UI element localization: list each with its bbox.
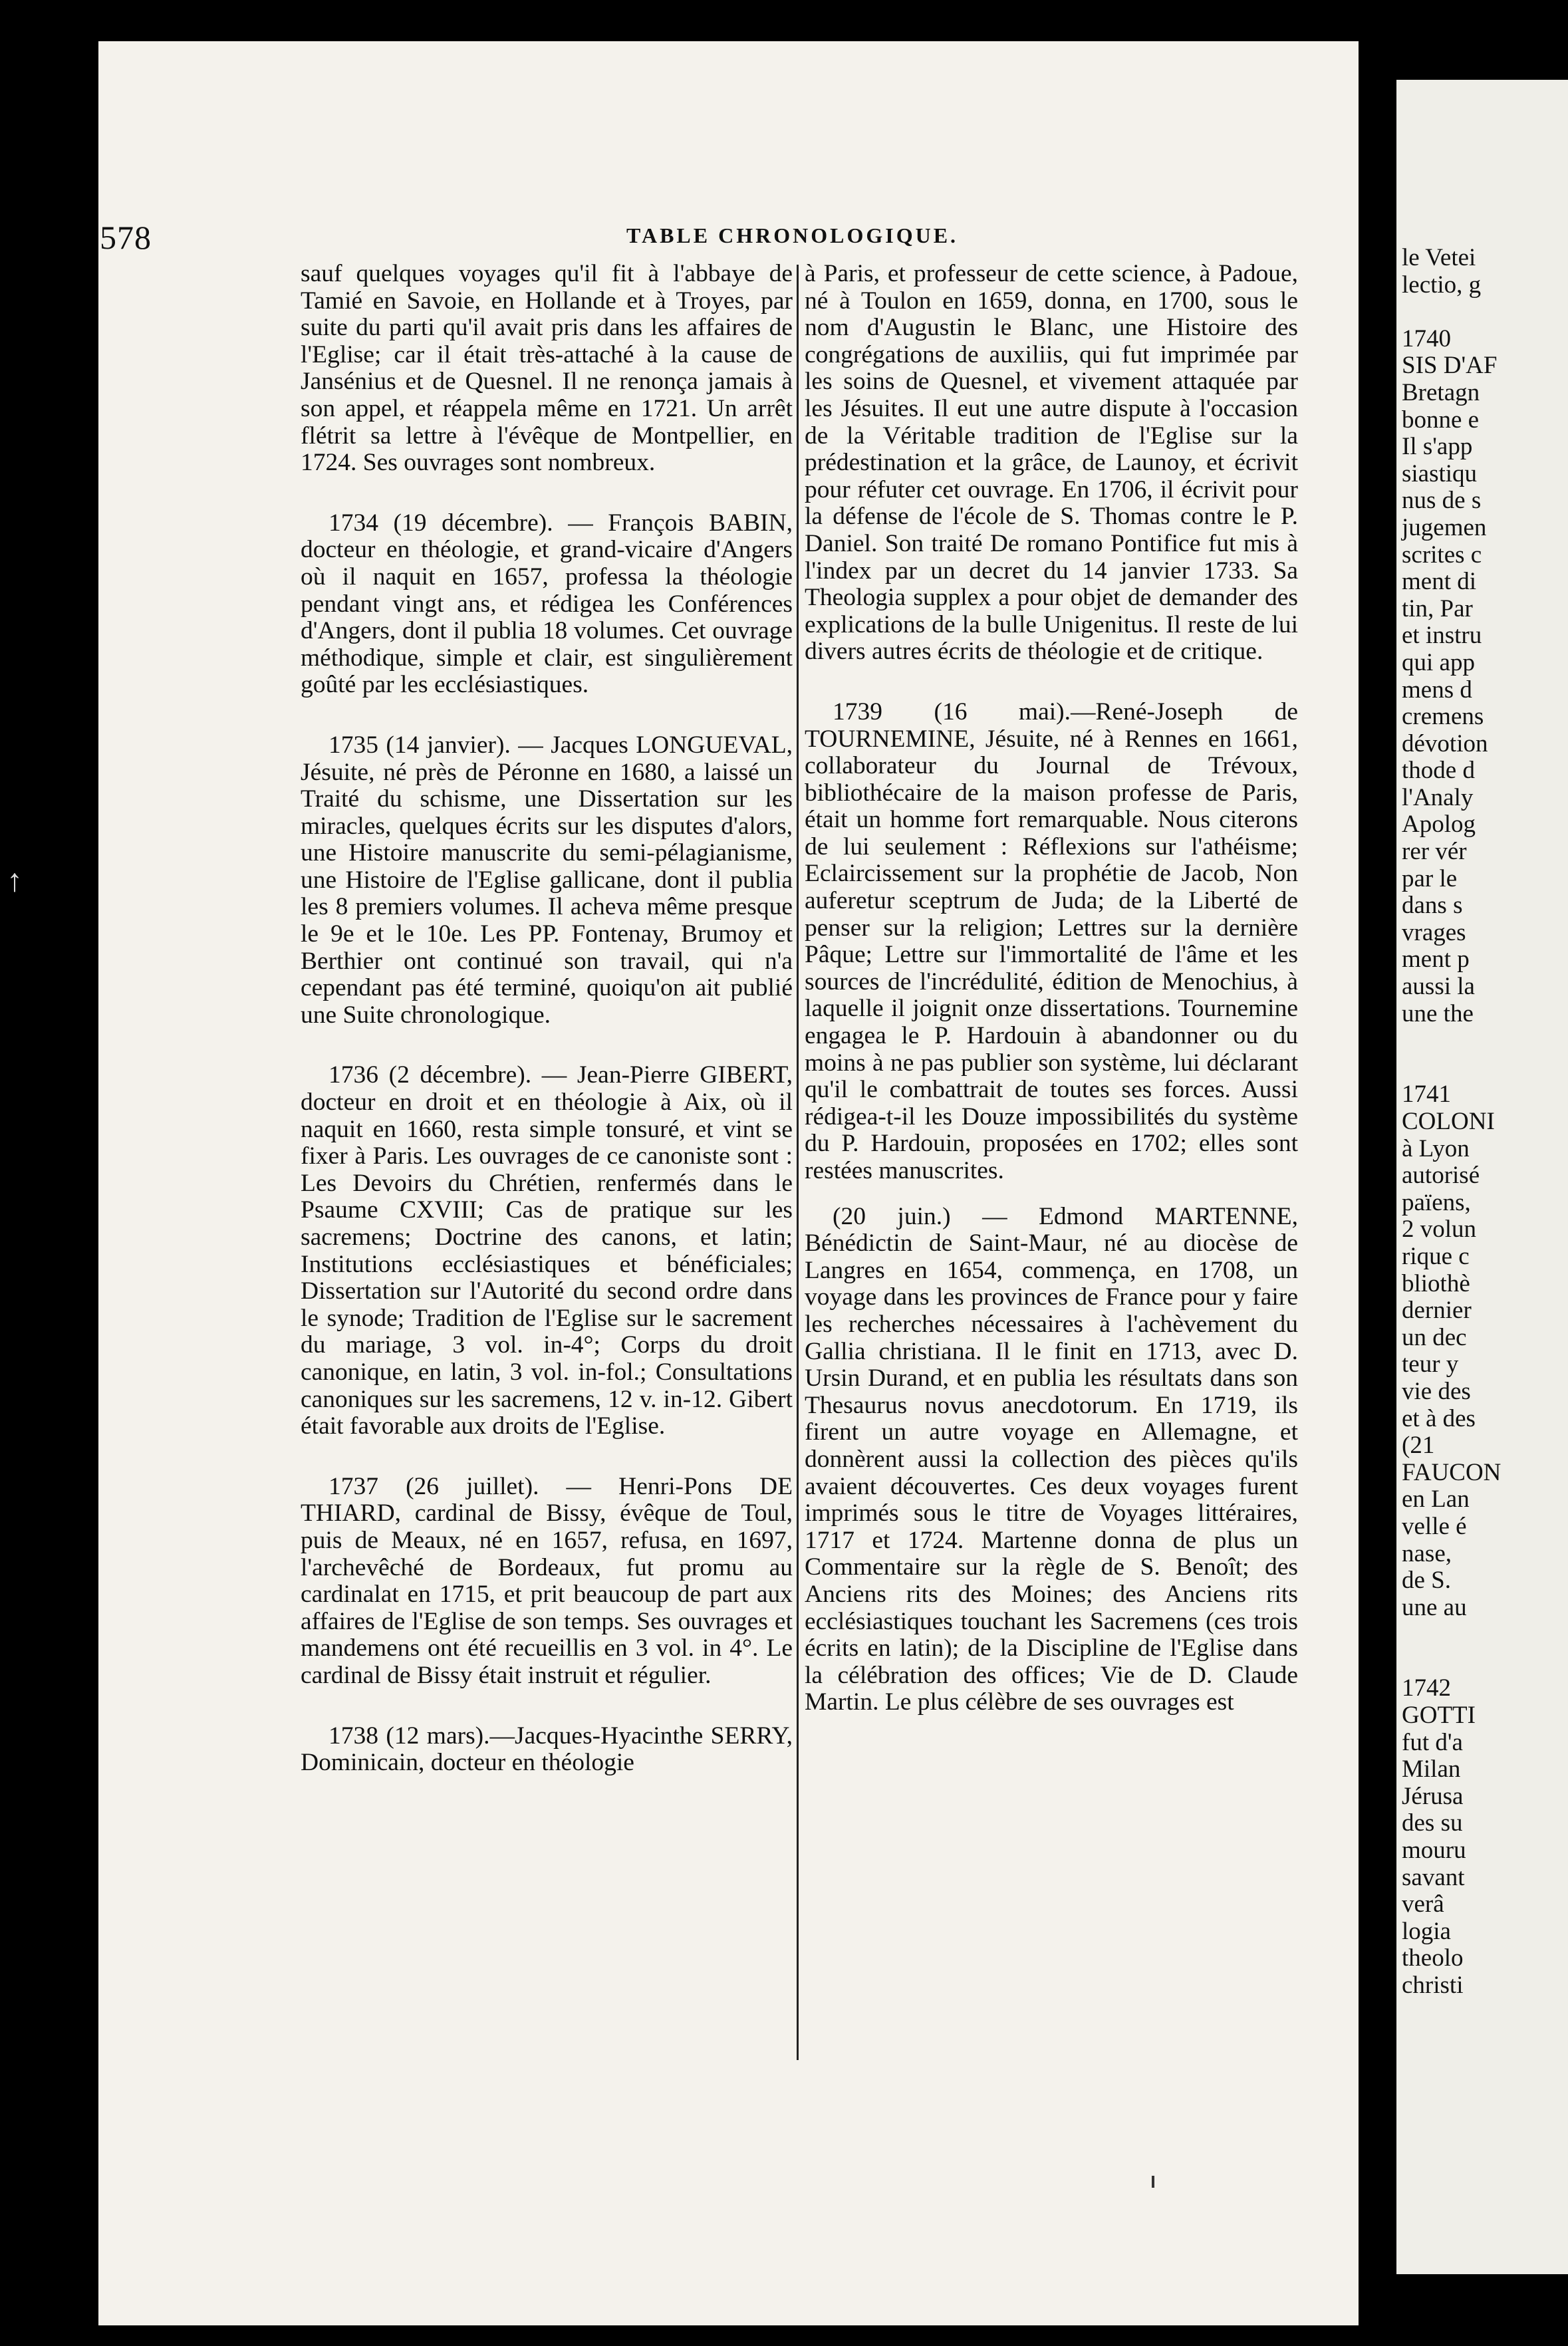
- adjacent-page-line: jugemen: [1402, 513, 1487, 541]
- adjacent-page-line: bliothè: [1402, 1269, 1470, 1297]
- page-number: 578: [100, 219, 152, 256]
- adjacent-page-line: et à des: [1402, 1404, 1476, 1432]
- adjacent-page-line: velle é: [1402, 1512, 1467, 1540]
- right-paragraph-1: à Paris, et professeur de cette science, à Padoue, né à Toulon en 1659, donna, en 1700, sous le nom d'Augustin le Blanc, une Histoire des congrégations de auxiliis, qui fut imprimée par les soins de Quesnel, et vivement attaquée par les Jésuites. Il eut une autre dispute à l'occasion de la Véritable tradition de l'Eglise sur la prédestination et la grâce, de Launoy, et écrivit pour réfuter cet ouvrage. En 1706, il écrivit pour la défense de l'école de S. Thomas contre le P. Daniel. Son traité De romano Pontifice fut mis à l'index par un decret du 14 janvier 1733. Sa Theologia supplex a pour objet de demander des explications de la bulle Unigenitus. Il reste de lui divers autres écrits de théologie et de critique.: [805, 260, 1298, 666]
- adjacent-page-line: aussi la: [1402, 973, 1475, 1001]
- adjacent-page-line: [1402, 299, 1501, 326]
- adjacent-page-line: et instru: [1402, 622, 1482, 650]
- adjacent-page-line: dans s: [1402, 892, 1463, 920]
- adjacent-page-line: l'Analy: [1402, 783, 1474, 811]
- adjacent-page-line: Jérusa: [1402, 1782, 1464, 1810]
- left-paragraph-4: 1736 (2 décembre). — Jean-Pierre GIBERT, docteur en droit et en théologie à Aix, où il naquit en 1660, resta simple tonsuré, et vint se fixer à Paris. Les ouvrages de ce canoniste sont : Les Devoirs du Chrétien, renfermés dans le Psaume CXVIII; Cas de pratique sur les sacremens; Doctrine des canons, et latin; Institutions ecclésiastiques et bénéficiales; Dissertation sur l'Autorité du second ordre dans le synode; Tradition de l'Eglise sur le sacrement du mariage, 3 vol. in-4°; Corps du droit canonique, en latin, 3 vol. in-fol.; Consultations canoniques sur les sacremens, 12 v. in-12. Gibert était favorable aux droits de l'Eglise.: [301, 1061, 793, 1440]
- adjacent-page-line: GOTTI: [1402, 1702, 1476, 1730]
- adjacent-page-line: le Vetei: [1402, 244, 1476, 271]
- adjacent-page-line: qui app: [1402, 648, 1475, 676]
- adjacent-page-text: [1402, 245, 1501, 2000]
- adjacent-page-line: [1402, 1621, 1501, 1648]
- adjacent-page-line: christi: [1402, 1972, 1464, 1999]
- left-paragraph-5: 1737 (26 juillet). — Henri-Pons DE THIARD, cardinal de Bissy, évêque de Toul, puis de Meaux, né en 1657, refusa, en 1697, l'archevêché de Bordeaux, fut promu au cardinalat en 1715, et prit beaucoup de part aux affaires de l'Eglise de son temps. Ses ouvrages et mandemens ont été recueillis en 3 vol. in 4°. Le cardinal de Bissy était instruit et régulier.: [301, 1472, 793, 1689]
- adjacent-page-line: [1402, 1648, 1501, 1676]
- adjacent-page: [1396, 80, 1568, 2274]
- adjacent-page-line: ment p: [1402, 946, 1470, 974]
- adjacent-page-line: [1402, 1055, 1501, 1082]
- adjacent-page-line: teur y: [1402, 1351, 1459, 1378]
- adjacent-page-line: mouru: [1402, 1837, 1466, 1865]
- adjacent-page-line: siastiqu: [1402, 459, 1478, 487]
- adjacent-page-line: une the: [1402, 999, 1474, 1027]
- adjacent-page-line: vrages: [1402, 918, 1466, 946]
- adjacent-page-line: un dec: [1402, 1323, 1467, 1351]
- adjacent-page-line: autorisé: [1402, 1162, 1480, 1190]
- adjacent-page-line: nus de s: [1402, 487, 1482, 515]
- left-paragraph-2: 1734 (19 décembre). — François BABIN, docteur en théologie, et grand-vicaire d'Angers où il naquit en 1657, professa la théologie pendant vingt ans, et rédigea les Conférences d'Angers, dont il publia 18 volumes. Cet ouvrage méthodique, simple et clair, est singulièrement goûté par les ecclésiastiques.: [301, 509, 793, 699]
- adjacent-page-line: rique c: [1402, 1242, 1470, 1270]
- adjacent-page-line: SIS D'AF: [1402, 352, 1498, 380]
- adjacent-page-line: FAUCON: [1402, 1458, 1502, 1486]
- adjacent-page-line: scrites c: [1402, 541, 1482, 569]
- adjacent-page-line: ment di: [1402, 568, 1477, 596]
- adjacent-page-line: bonne e: [1402, 406, 1480, 434]
- adjacent-page-line: fut d'a: [1402, 1728, 1463, 1756]
- adjacent-page-line: cremens: [1402, 703, 1484, 731]
- adjacent-page-line: verâ: [1402, 1890, 1444, 1918]
- adjacent-page-line: une au: [1402, 1593, 1467, 1621]
- adjacent-page-line: rer vér: [1402, 838, 1467, 866]
- adjacent-page-line: 1742: [1402, 1674, 1451, 1702]
- left-paragraph-6: 1738 (12 mars).—Jacques-Hyacinthe SERRY, Dominicain, docteur en théologie: [301, 1722, 793, 1777]
- page-header: [199, 172, 1303, 231]
- adjacent-page-line: païens,: [1402, 1188, 1471, 1216]
- adjacent-page-line: à Lyon: [1402, 1134, 1470, 1162]
- adjacent-page-line: COLONI: [1402, 1108, 1495, 1135]
- adjacent-page-line: nase,: [1402, 1539, 1452, 1567]
- adjacent-page-line: 1741: [1402, 1081, 1451, 1108]
- left-paragraph-3: 1735 (14 janvier). — Jacques LONGUEVAL, Jésuite, né près de Péronne en 1680, a laissé un Traité du schisme, une Dissertation sur les miracles, quelques écrits sur les disputes d'alors, une Histoire manuscrite du semi-pélagianisme, une Histoire de l'Eglise gallicane, dont il publia les 8 premiers volumes. Il acheva même presque le 9e et le 10e. Les PP. Fontenay, Brumoy et Berthier ont continué son travail, qui n'a cependant pas été terminé, quoiqu'on ait publié une Suite chronologique.: [301, 731, 793, 1029]
- adjacent-page-line: 1740: [1402, 325, 1451, 352]
- adjacent-page-line: par le: [1402, 864, 1458, 892]
- adjacent-page-line: thode d: [1402, 757, 1475, 785]
- adjacent-page-line: des su: [1402, 1809, 1463, 1837]
- left-paragraph-1: sauf quelques voyages qu'il fit à l'abbaye de Tamié en Savoie, en Hollande et à Troyes, par suite du parti qu'il avait pris dans les affaires de l'Eglise; car il était très-attaché à la cause de Jansénius et de Quesnel. Il ne renonça jamais à son appel, et réappela même en 1721. Un arrêt flétrit sa lettre à l'évêque de Montpellier, en 1724. Ses ouvrages sont nombreux.: [301, 260, 793, 477]
- adjacent-page-line: Il s'app: [1402, 433, 1473, 461]
- adjacent-page-line: dévotion: [1402, 729, 1488, 757]
- right-column: [805, 261, 1298, 1716]
- adjacent-page-line: 2 volun: [1402, 1216, 1477, 1243]
- adjacent-page-line: lectio, g: [1402, 271, 1482, 299]
- running-title: TABLE CHRONOLOGIQUE.: [626, 223, 959, 247]
- page-tick-mark: [1152, 2176, 1154, 2188]
- adjacent-page-line: mens d: [1402, 676, 1472, 704]
- adjacent-page-line: Bretagn: [1402, 378, 1480, 406]
- adjacent-page-line: de S.: [1402, 1567, 1451, 1595]
- left-column: [301, 261, 793, 1777]
- adjacent-page-line: (21: [1402, 1432, 1435, 1460]
- adjacent-page-line: vie des: [1402, 1377, 1471, 1405]
- adjacent-page-line: Apolog: [1402, 811, 1476, 839]
- adjacent-page-line: savant: [1402, 1863, 1465, 1891]
- adjacent-page-line: logia: [1402, 1917, 1451, 1945]
- adjacent-page-line: tin, Par: [1402, 594, 1473, 622]
- margin-mark: ↑: [7, 863, 23, 898]
- adjacent-page-line: [1402, 1027, 1501, 1055]
- adjacent-page-line: dernier: [1402, 1297, 1472, 1325]
- adjacent-page-line: en Lan: [1402, 1486, 1470, 1513]
- adjacent-page-line: theolo: [1402, 1944, 1464, 1972]
- adjacent-page-line: Milan: [1402, 1756, 1461, 1783]
- right-paragraph-2: 1739 (16 mai).—René-Joseph de TOURNEMINE, Jésuite, né à Rennes en 1661, collaborateur du Journal de Trévoux, bibliothécaire de la maison professe de Paris, était un homme fort remarquable. Nous citerons de lui seulement : Réflexions sur l'athéisme; Eclaircissement sur la prophétie de Jacob, Non auferetur sceptrum de Juda; de la Liberté de penser sur la religion; Lettres sur la dernière Pâque; Lettre sur l'immortalité de l'âme et les sources de l'incrédulité, édition de Menochius, à laquelle il joignit onze dissertations. Tournemine engagea le P. Hardouin à abandonner ou du moins à ne pas publier son système, lui déclarant qu'il le combattrait de toutes ses forces. Aussi rédigea-t-il les Douze impossibilités du système du P. Hardouin, proposées en 1702; elles sont restées manuscrites.: [805, 698, 1298, 1184]
- column-rule: [797, 265, 799, 2060]
- right-paragraph-3: (20 juin.) — Edmond MARTENNE, Bénédictin de Saint-Maur, né au diocèse de Langres en 1654, commença, en 1708, un voyage dans les provinces de France pour y faire les recherches nécessaires à l'achèvement du Gallia christiana. Il le finit en 1713, avec D. Ursin Durand, et en publia les résultats dans son Thesaurus novus anecdotorum. En 1719, ils firent un autre voyage en Allemagne, et donnèrent aussi la collection des pièces qu'ils avaient découvertes. Ces deux voyages furent imprimés sous le titre de Voyages littéraires, 1717 et 1724. Martenne donna de plus un Commentaire sur la règle de S. Benoît; des Anciens rits des Moines; des Anciens rits ecclésiastiques touchant les Sacremens (ces trois écrits en latin); de la Discipline de l'Eglise dans la célébration des offices; Vie de D. Claude Martin. Le plus célèbre de ses ouvrages est: [805, 1202, 1298, 1716]
